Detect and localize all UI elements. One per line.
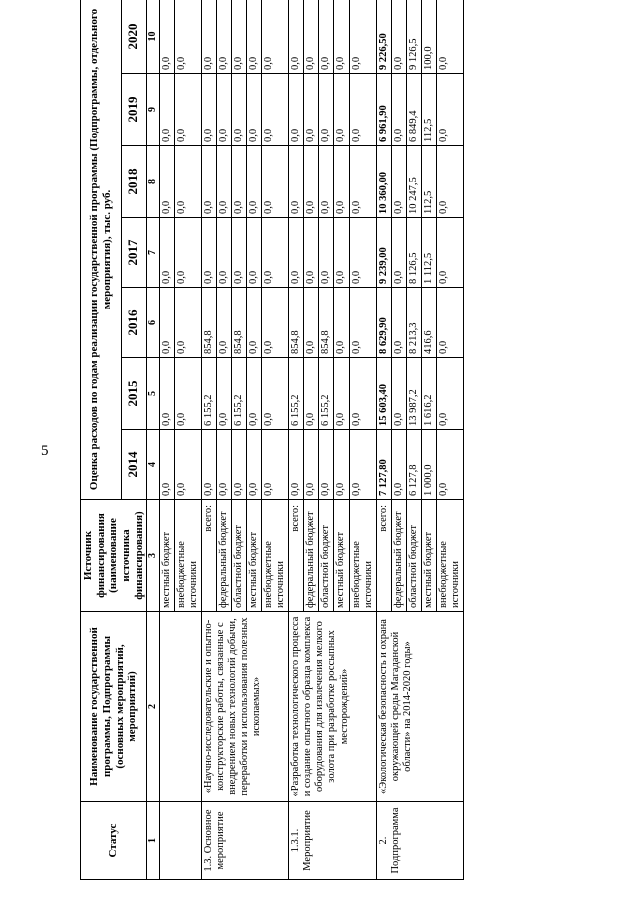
- column-number: 1: [147, 802, 160, 880]
- value-cell: 0,0: [159, 0, 174, 74]
- value-cell: 0,0: [304, 0, 319, 74]
- value-cell: 0,0: [289, 74, 304, 146]
- value-cell: 0,0: [159, 74, 174, 146]
- value-cell: 6 155,2: [289, 358, 304, 430]
- value-cell: 0,0: [174, 146, 201, 218]
- value-cell: 0,0: [159, 288, 174, 358]
- header-year: 2020: [121, 0, 147, 74]
- value-cell: 0,0: [201, 0, 216, 74]
- value-cell: 0,0: [159, 358, 174, 430]
- row-status: 2. Подпрограмма: [376, 802, 463, 880]
- table-row: [159, 0, 174, 880]
- value-cell: 854,8: [289, 288, 304, 358]
- value-cell: 0,0: [247, 74, 262, 146]
- value-cell: 0,0: [262, 218, 289, 288]
- value-cell: 8 629,90: [376, 288, 391, 358]
- value-cell: 0,0: [304, 218, 319, 288]
- value-cell: 0,0: [216, 430, 231, 500]
- value-cell: 9 126,5: [406, 0, 421, 74]
- value-cell: 10 360,00: [376, 146, 391, 218]
- value-cell: 6 155,2: [232, 358, 247, 430]
- column-number: 3: [147, 500, 160, 612]
- value-cell: 0,0: [349, 218, 376, 288]
- value-cell: 6 155,2: [201, 358, 216, 430]
- value-cell: 0,0: [247, 430, 262, 500]
- value-cell: 0,0: [349, 146, 376, 218]
- value-cell: 6 127,8: [406, 430, 421, 500]
- value-cell: 0,0: [232, 218, 247, 288]
- row-source: внебюджетные источники: [349, 500, 376, 612]
- value-cell: 0,0: [349, 288, 376, 358]
- value-cell: 7 127,80: [376, 430, 391, 500]
- row-name: «Экологическая безопасность и охрана окружающей среды Магаданской области» на 2014-2020 годы»: [376, 612, 463, 802]
- value-cell: 0,0: [436, 0, 463, 74]
- row-name: «Научно-исследовательские и опытно-конструкторские работы, связанные с внедрением новых технологий добычи, переработки и использования полезных ископаемых»: [201, 612, 288, 802]
- table-row: [201, 0, 216, 880]
- header-estimate: Оценка расходов по годам реализации государственной программы (Подпрограммы, отдельного мероприятия), тыс. руб.: [81, 0, 122, 500]
- value-cell: 0,0: [247, 358, 262, 430]
- row-source: всего:: [201, 500, 216, 612]
- table-row: [376, 0, 391, 880]
- value-cell: 854,8: [319, 288, 334, 358]
- header-year: 2018: [121, 146, 147, 218]
- value-cell: 112,5: [421, 74, 436, 146]
- column-number: 4: [147, 430, 160, 500]
- column-number: 5: [147, 358, 160, 430]
- value-cell: 0,0: [334, 430, 349, 500]
- value-cell: 0,0: [436, 146, 463, 218]
- value-cell: 8 126,5: [406, 218, 421, 288]
- row-source: всего:: [376, 500, 391, 612]
- value-cell: 0,0: [232, 0, 247, 74]
- value-cell: 0,0: [262, 74, 289, 146]
- value-cell: 0,0: [232, 430, 247, 500]
- row-source: внебюджетные источники: [262, 500, 289, 612]
- value-cell: 0,0: [159, 146, 174, 218]
- value-cell: 0,0: [201, 74, 216, 146]
- row-source: всего:: [289, 500, 304, 612]
- value-cell: 0,0: [334, 218, 349, 288]
- value-cell: 0,0: [436, 358, 463, 430]
- row-status: 1.3. Основное мероприятие: [201, 802, 288, 880]
- value-cell: 0,0: [247, 0, 262, 74]
- value-cell: 0,0: [436, 218, 463, 288]
- value-cell: 6 155,2: [319, 358, 334, 430]
- value-cell: 0,0: [436, 430, 463, 500]
- column-number: 7: [147, 218, 160, 288]
- value-cell: 1 616,2: [421, 358, 436, 430]
- row-status: 1.3.1. Мероприятие: [289, 802, 376, 880]
- value-cell: 0,0: [391, 288, 406, 358]
- value-cell: 0,0: [289, 146, 304, 218]
- column-number: 6: [147, 288, 160, 358]
- header-status: Статус: [81, 802, 147, 880]
- value-cell: 0,0: [262, 146, 289, 218]
- value-cell: 0,0: [174, 74, 201, 146]
- value-cell: 0,0: [174, 358, 201, 430]
- value-cell: 0,0: [349, 0, 376, 74]
- row-source: местный бюджет: [334, 500, 349, 612]
- value-cell: 0,0: [349, 358, 376, 430]
- value-cell: 1 000,0: [421, 430, 436, 500]
- column-number: 10: [147, 0, 160, 74]
- header-row: [81, 0, 122, 880]
- value-cell: 0,0: [304, 288, 319, 358]
- value-cell: 0,0: [174, 288, 201, 358]
- value-cell: 0,0: [319, 218, 334, 288]
- value-cell: 0,0: [391, 74, 406, 146]
- table-body: [147, 0, 464, 880]
- row-source: областной бюджет: [319, 500, 334, 612]
- value-cell: 0,0: [304, 74, 319, 146]
- row-source: федеральный бюджет: [304, 500, 319, 612]
- header-year: 2017: [121, 218, 147, 288]
- value-cell: 10 247,5: [406, 146, 421, 218]
- value-cell: 0,0: [216, 0, 231, 74]
- value-cell: 416,6: [421, 288, 436, 358]
- row-source: федеральный бюджет: [216, 500, 231, 612]
- value-cell: 0,0: [216, 288, 231, 358]
- value-cell: 0,0: [319, 74, 334, 146]
- column-number: 8: [147, 146, 160, 218]
- value-cell: 0,0: [262, 288, 289, 358]
- value-cell: 0,0: [216, 74, 231, 146]
- value-cell: 0,0: [304, 358, 319, 430]
- row-source: местный бюджет: [421, 500, 436, 612]
- value-cell: 0,0: [201, 218, 216, 288]
- page-number: 5: [41, 443, 49, 459]
- value-cell: 13 987,2: [406, 358, 421, 430]
- value-cell: 0,0: [289, 430, 304, 500]
- value-cell: 0,0: [247, 218, 262, 288]
- value-cell: 0,0: [201, 146, 216, 218]
- rotated-table-container: [80, 0, 640, 880]
- value-cell: 0,0: [201, 430, 216, 500]
- value-cell: 100,0: [421, 0, 436, 74]
- row-source: областной бюджет: [232, 500, 247, 612]
- value-cell: 6 849,4: [406, 74, 421, 146]
- value-cell: 0,0: [232, 74, 247, 146]
- value-cell: 0,0: [159, 430, 174, 500]
- value-cell: 0,0: [334, 74, 349, 146]
- value-cell: 854,8: [232, 288, 247, 358]
- row-source: федеральный бюджет: [391, 500, 406, 612]
- header-year: 2016: [121, 288, 147, 358]
- value-cell: 0,0: [247, 288, 262, 358]
- value-cell: 112,5: [421, 146, 436, 218]
- value-cell: 15 603,40: [376, 358, 391, 430]
- row-source: внебюджетные источники: [174, 500, 201, 612]
- value-cell: 0,0: [391, 0, 406, 74]
- value-cell: 0,0: [289, 0, 304, 74]
- value-cell: 0,0: [232, 146, 247, 218]
- header-year: 2014: [121, 430, 147, 500]
- value-cell: 0,0: [304, 430, 319, 500]
- value-cell: 0,0: [349, 430, 376, 500]
- value-cell: 6 961,90: [376, 74, 391, 146]
- header-year: 2019: [121, 74, 147, 146]
- value-cell: 0,0: [436, 74, 463, 146]
- row-source: местный бюджет: [247, 500, 262, 612]
- value-cell: 0,0: [436, 288, 463, 358]
- value-cell: 0,0: [391, 358, 406, 430]
- value-cell: 0,0: [262, 358, 289, 430]
- column-number: 2: [147, 612, 160, 802]
- value-cell: 9 226,50: [376, 0, 391, 74]
- value-cell: 0,0: [391, 430, 406, 500]
- value-cell: 1 112,5: [421, 218, 436, 288]
- row-source: областной бюджет: [406, 500, 421, 612]
- row-name: [159, 612, 201, 802]
- value-cell: 0,0: [334, 146, 349, 218]
- row-source: местный бюджет: [159, 500, 174, 612]
- value-cell: 0,0: [391, 146, 406, 218]
- value-cell: 8 213,3: [406, 288, 421, 358]
- header-source: Источник финансирования (наименование источника финансирования): [81, 500, 147, 612]
- value-cell: 0,0: [319, 0, 334, 74]
- value-cell: 0,0: [334, 0, 349, 74]
- value-cell: 0,0: [391, 218, 406, 288]
- value-cell: 0,0: [349, 74, 376, 146]
- value-cell: 0,0: [319, 430, 334, 500]
- value-cell: 0,0: [174, 0, 201, 74]
- budget-table: [80, 0, 464, 880]
- value-cell: 0,0: [216, 218, 231, 288]
- header-year: 2015: [121, 358, 147, 430]
- value-cell: 0,0: [216, 146, 231, 218]
- value-cell: 0,0: [174, 430, 201, 500]
- value-cell: 854,8: [201, 288, 216, 358]
- value-cell: 0,0: [262, 0, 289, 74]
- value-cell: 0,0: [334, 358, 349, 430]
- value-cell: 0,0: [289, 218, 304, 288]
- value-cell: 0,0: [216, 358, 231, 430]
- row-status: [159, 802, 201, 880]
- value-cell: 0,0: [262, 430, 289, 500]
- table-row: [289, 0, 304, 880]
- column-number: 9: [147, 74, 160, 146]
- value-cell: 9 239,00: [376, 218, 391, 288]
- value-cell: 0,0: [159, 218, 174, 288]
- value-cell: 0,0: [304, 146, 319, 218]
- value-cell: 0,0: [334, 288, 349, 358]
- header-name: Наименование государственной программы, Подпрограммы (основных мероприятий, мероприятий): [81, 612, 147, 802]
- column-number-row: [147, 0, 160, 880]
- value-cell: 0,0: [319, 146, 334, 218]
- value-cell: 0,0: [174, 218, 201, 288]
- row-source: внебюджетные источники: [436, 500, 463, 612]
- value-cell: 0,0: [247, 146, 262, 218]
- row-name: «Разработка технологического процесса и создание опытного образца комплекса оборудования для извлечения мелкого золота при разработке россыпных месторождений»: [289, 612, 376, 802]
